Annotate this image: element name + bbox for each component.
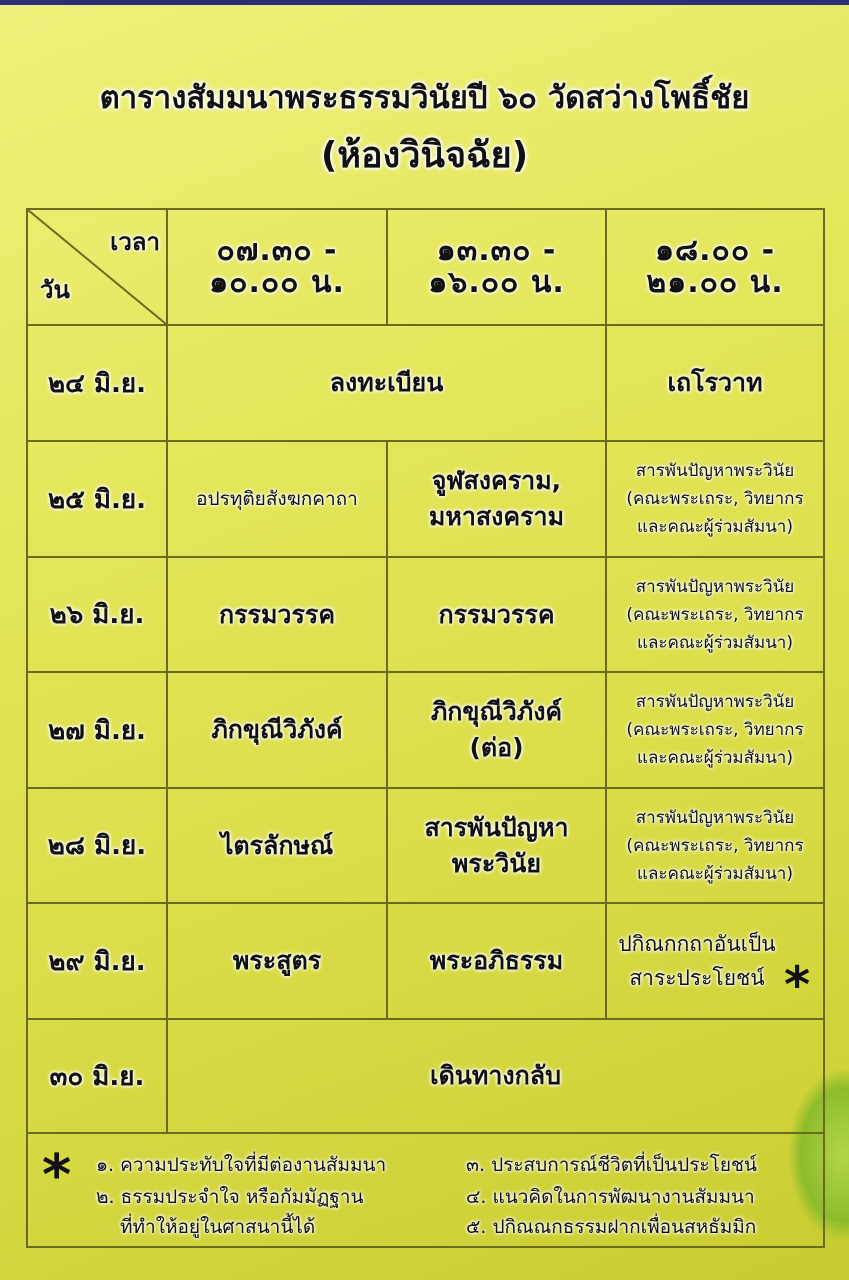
session-afternoon: กรรมวรรค [438,599,555,629]
session-afternoon: จูฬสงคราม, มหาสงคราม [428,466,565,531]
session-morning: ไตรลักษณ์ [220,830,334,860]
footer-note-2-cont: ที่ทำให้อยู่ในศาสนานี้ได้ [120,1216,316,1238]
footer-note-5: ๕. ปกิณณกธรรมฝากเพื่อนสหธัมมิก [466,1216,757,1238]
day-cell: ๒๔ มิ.ย. [48,368,146,399]
day-cell: ๒๙ มิ.ย. [48,946,146,977]
session-morning: อปรทุติยสังฆกคาถา [196,488,358,510]
grid-hline-8 [26,1132,825,1134]
time-slot-1: ๐๗.๓๐ - ๑๐.๐๐ น. [209,233,345,300]
footer-note-4: ๔. แนวคิดในการพัฒนางานสัมมนา [466,1186,755,1208]
page-subtitle: (ห้องวินิจฉัย) [320,135,529,176]
session-afternoon: สารพันปัญหา พระวินัย [424,812,569,878]
session-morning: กรรมวรรค [218,599,336,629]
asterisk-icon: * [784,956,811,1014]
corner-day-label: วัน [40,275,70,304]
session-evening: ปกิณกกถาอันเป็น สาระประโยชน์ [618,932,776,990]
footer-note-3: ๓. ประสบการณ์ชีวิตที่เป็นประโยชน์ [466,1154,757,1176]
day-cell: ๒๗ มิ.ย. [48,715,146,746]
day-cell: ๓๐ มิ.ย. [49,1061,145,1092]
session-afternoon: ภิกขุณีวิภังค์ (ต่อ) [430,697,563,762]
session-return: เดินทางกลับ [430,1061,561,1090]
corner-time-label: เวลา [110,227,160,256]
page-title: ตารางสัมมนาพระธรรมวินัยปี ๖๐ วัดสว่างโพธิ์ชัย [99,80,750,116]
session-registration: ลงทะเบียน [329,368,444,397]
session-afternoon: พระอภิธรรม [429,946,564,975]
footer-note-2: ๒. ธรรมประจำใจ หรือกัมมัฏฐาน [96,1186,364,1208]
session-evening: สารพันปัญหาพระวินัย (คณะพระเถระ, วิทยากร และคณะผู้ร่วมสัมนา) [626,807,804,884]
top-border [0,0,849,5]
session-morning: ภิกขุณีวิภังค์ [211,715,343,744]
session-morning: พระสูตร [232,946,322,975]
session-evening: สารพันปัญหาพระวินัย (คณะพระเถระ, วิทยากร และคณะผู้ร่วมสัมนา) [626,692,804,768]
footer-asterisk-icon: * [42,1143,72,1208]
time-slot-3: ๑๘.๐๐ - ๒๑.๐๐ น. [646,233,784,300]
session-evening: เถโรวาท [667,368,763,397]
day-cell: ๒๕ มิ.ย. [48,484,146,515]
session-evening: สารพันปัญหาพระวินัย (คณะพระเถระ, วิทยากร และคณะผู้ร่วมสัมนา) [626,461,804,537]
footer-note-1: ๑. ความประทับใจที่มีต่องานสัมมนา [96,1154,387,1176]
day-cell: ๒๘ มิ.ย. [47,831,147,861]
time-slot-2: ๑๓.๓๐ - ๑๖.๐๐ น. [428,233,565,300]
day-cell: ๒๖ มิ.ย. [49,600,145,630]
session-evening: สารพันปัญหาพระวินัย (คณะพระเถระ, วิทยากร และคณะผู้ร่วมสัมนา) [626,576,804,653]
